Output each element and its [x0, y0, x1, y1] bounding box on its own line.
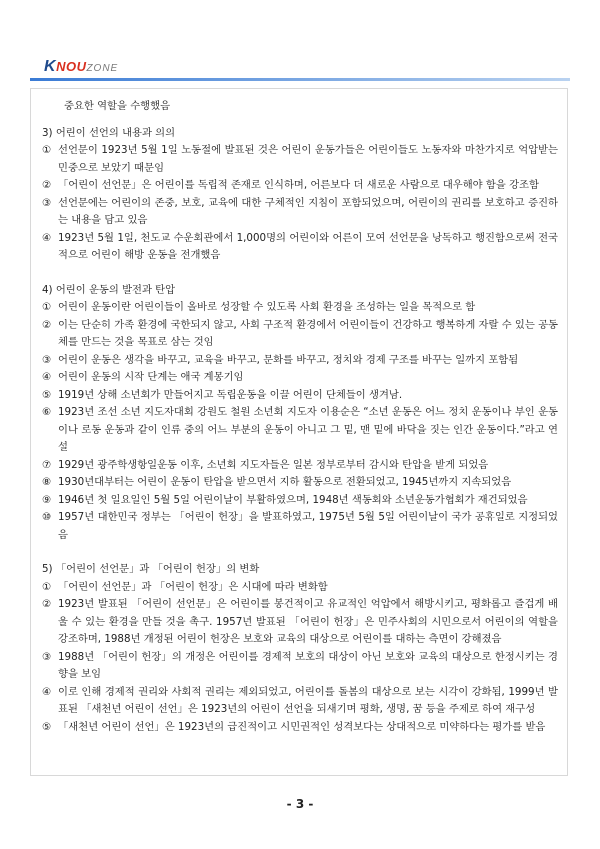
- item-number: ④: [42, 371, 52, 383]
- item-text: 1957년 대한민국 정부는 「어린이 헌장」을 발표하였고, 1975년 5월 5일 어린이날이 국가 공휴일로 지정되었음: [58, 511, 558, 541]
- item-number: ⑨: [42, 493, 52, 506]
- item-text: 어린이 운동의 시작 단계는 애국 계몽기임: [58, 371, 244, 383]
- item-number: ⑤: [42, 388, 52, 401]
- item-text: 「새천년 어린이 선언」은 1923년의 급진적이고 시민권적인 성격보다는 상대적으로 미약하다는 평가를 받음: [58, 720, 546, 733]
- item-number: ①: [42, 580, 52, 593]
- item-number: ⑤: [42, 720, 52, 733]
- list-item: [42, 457, 558, 475]
- list-item: [42, 719, 558, 737]
- item-text: 「어린이 선언문」과 「어린이 헌장」은 시대에 따라 변화함: [58, 580, 328, 593]
- list-item: [42, 299, 558, 317]
- list-item: [42, 387, 558, 405]
- section5-list: [42, 579, 558, 737]
- list-item: [42, 352, 558, 370]
- logo-k: K: [44, 58, 57, 75]
- item-text: 1923년 5월 1일, 천도교 수운회관에서 1,000명의 어린이와 어른이 모여 선언문을 낭독하고 행진함으로써 전국적으로 어린이 해방 운동을 전개했음: [58, 231, 558, 261]
- page-number: - 3 -: [286, 797, 314, 811]
- list-item: [42, 474, 558, 492]
- item-number: ③: [42, 650, 52, 663]
- item-number: ⑩: [42, 511, 52, 523]
- item-text: 1946년 첫 일요일인 5월 5일 어린이날이 부활하였으며, 1948년 색동회와 소년운동가협회가 재건되었음: [58, 493, 528, 506]
- list-item: [42, 649, 558, 684]
- header-rule: [30, 78, 570, 81]
- item-number: ④: [42, 685, 52, 698]
- logo-nou: NOU: [56, 59, 87, 74]
- item-number: ①: [42, 301, 52, 313]
- item-number: ①: [42, 144, 52, 156]
- list-item: [42, 492, 558, 510]
- item-text: 이는 단순히 가족 환경에 국한되지 않고, 사회 구조적 환경에서 어린이들이 건강하고 행복하게 자랄 수 있는 공동체를 만드는 것을 목표로 삼는 것임: [58, 318, 558, 348]
- list-item: [42, 177, 558, 195]
- list-item: [42, 404, 558, 457]
- item-text: 1923년 조선 소년 지도자대회 강원도 철원 소년회 지도자 이용순은 “소년 운동은 어느 정치 운동이나 부인 운동이나 로동 운동과 같이 인류 중의 어느 부분의 운동이 아니고 그 밑, 맨 밑에 바닥을 짓는 인간 운동이다.”라고 연설: [58, 406, 558, 453]
- item-number: ③: [42, 196, 52, 209]
- item-text: 1930년대부터는 어린이 운동이 탄압을 받으면서 지하 활동으로 전환되었고, 1945년까지 지속되었음: [58, 476, 512, 488]
- list-item: [42, 509, 558, 544]
- section5-heading: 5) 「어린이 선언문」과 「어린이 헌장」의 변화: [42, 563, 260, 575]
- item-text: 어린이 운동이란 어린이들이 올바로 성장할 수 있도록 사회 환경을 조성하는 일을 목적으로 함: [58, 301, 476, 313]
- list-item: [42, 142, 558, 177]
- item-number: ②: [42, 179, 52, 191]
- section4-list: [42, 299, 558, 544]
- list-item: [42, 579, 558, 597]
- item-text: 1919년 상해 소년회가 만들어지고 독립운동을 이끌 어린이 단체들이 생겨남.: [58, 388, 403, 401]
- section3-list: [42, 142, 558, 265]
- item-text: 선언문에는 어린이의 존중, 보호, 교육에 대한 구체적인 지침이 포함되었으며, 어린이의 권리를 보호하고 증진하는 내용을 담고 있음: [58, 196, 558, 226]
- list-item: [42, 684, 558, 719]
- item-number: ⑥: [42, 406, 52, 418]
- item-text: 선언문이 1923년 5월 1일 노동절에 발표된 것은 어린이 운동가들은 어린이들도 노동자와 마찬가지로 억압받는 민중으로 보았기 때문임: [58, 144, 558, 174]
- item-number: ⑦: [42, 458, 52, 471]
- item-number: ②: [42, 598, 52, 610]
- item-text: 1929년 광주학생항일운동 이후, 소년회 지도자들은 일본 정부로부터 감시와 탄압을 받게 되었음: [58, 458, 489, 471]
- logo-zone: ZONE: [86, 63, 119, 74]
- item-text: 1923년 발표된 「어린이 선언문」은 어린이를 봉건적이고 유교적인 억압에서 해방시키고, 평화롭고 즐겁게 배울 수 있는 환경을 만들 것을 촉구. 1957년 발표된 「어린이 헌장」은 민주사회의 시민으로서 어린이의 역할을 강조하며, 1988년 개정된 어린이 헌장은 보호와 교육의 대상으로 어린이를 대하는 측면이 강해졌음: [58, 598, 558, 645]
- item-text: 이로 인해 경제적 권리와 사회적 권리는 제외되었고, 어린이를 돌봄의 대상으로 보는 시각이 강화됨, 1999년 발표된 「새천년 어린이 선언」은 1923년의 어린이 선언을 되새기며 평화, 생명, 꿈 등을 주제로 하여 재구성: [58, 685, 558, 715]
- document-body: [42, 98, 558, 736]
- item-text: 어린이 운동은 생각을 바꾸고, 교육을 바꾸고, 문화를 바꾸고, 정치와 경제 구조를 바꾸는 일까지 포함됨: [58, 353, 519, 366]
- list-item: [42, 195, 558, 230]
- list-item: [42, 596, 558, 649]
- item-number: ②: [42, 318, 52, 331]
- list-item: [42, 230, 558, 265]
- knouzone-logo: [44, 58, 118, 76]
- item-number: ③: [42, 353, 52, 366]
- item-number: ⑧: [42, 476, 52, 488]
- list-item: [42, 369, 558, 387]
- intro-text: 중요한 역할을 수행했음: [64, 100, 171, 112]
- item-text: 1988년 「어린이 헌장」의 개정은 어린이를 경제적 보호의 대상이 아닌 보호와 교육의 대상으로 한정시키는 경향을 보임: [58, 650, 558, 680]
- section3-heading: 3) 어린이 선언의 내용과 의의: [42, 126, 176, 139]
- list-item: [42, 317, 558, 352]
- item-text: 「어린이 선언문」은 어린이를 독립적 존재로 인식하며, 어른보다 더 새로운 사람으로 대우해야 함을 강조함: [58, 179, 539, 191]
- section4-heading: 4) 어린이 운동의 발전과 탄압: [42, 283, 176, 296]
- item-number: ④: [42, 231, 52, 244]
